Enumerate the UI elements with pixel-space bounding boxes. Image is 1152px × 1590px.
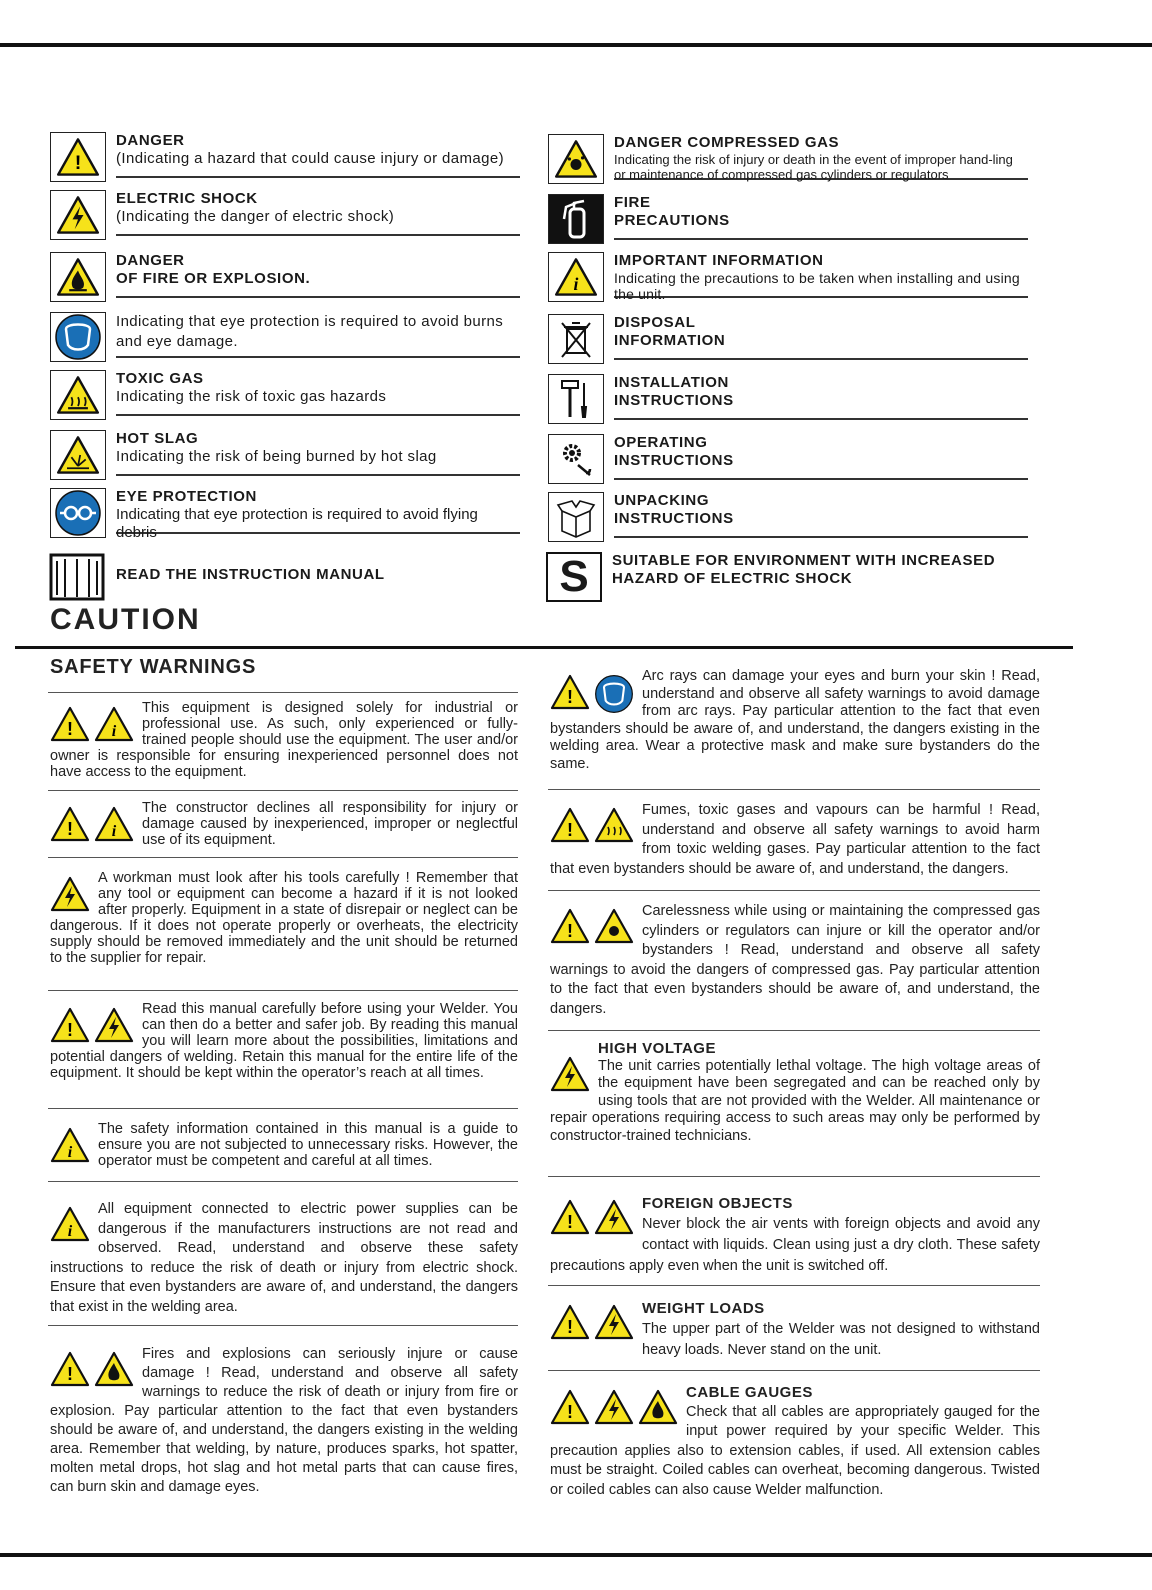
svg-text:!: ! (567, 1212, 573, 1232)
symbol-title: IMPORTANT INFORMATION (614, 252, 824, 269)
goggles-icon (50, 488, 106, 538)
warning-text: Fires and explosions can seriously injure or cause damage ! Read, understand and observe all safety warnings to reduce the risk of death or injury from fire or explosion. Pay particular attention to the fact that even bystanders should be aware of, and understand, the dangers existing in the welding area. Remember that welding, by nature, produces sparks, hot spatter, molten metal drops, hot slag and hot metal parts that can cause fires, can burn skin and damage eyes. (50, 1346, 518, 1495)
warning-electric-power (50, 1200, 518, 1317)
electric-shock-icon (594, 1199, 634, 1235)
warning-text: A workman must look after his tools carefully ! Remember that any tool or equipment can become a hazard if it is not looked after properly. Equipment in a state of disrepair or neglect can be dangerous. If it does not operate properly or overheats, the electricity supply should be removed immediately and the unit should be returned to the supplier for repair. (50, 870, 518, 966)
warning-text: Fumes, toxic gases and vapours can be harmful ! Read, understand and observe all safety warnings to avoid harm from toxic welding gases. Pay particular attention to the fact that even bystanders should be aware of, and understand, the dangers. (550, 802, 1040, 877)
svg-text:!: ! (67, 1020, 73, 1040)
face-shield-icon (594, 674, 634, 714)
symbol-desc: (Indicating a hazard that could cause injury or damage) (116, 150, 505, 167)
symbol-desc: OF FIRE OR EXPLOSION. (116, 270, 311, 287)
info-icon (50, 1127, 90, 1163)
warning-text: The safety information contained in this manual is a guide to ensure you are not subjected to unnecessary risks. However, the operator must be competent and careful at all times. (98, 1121, 518, 1169)
warning-tools (50, 870, 518, 966)
danger-icon (50, 706, 90, 742)
warning-text: Arc rays can damage your eyes and burn your skin ! Read, understand and observe all safety warnings to avoid damage from arc rays. Pay particular attention to the fact that even bystanders should be aware of, and understand, the dangers existing in the welding area. Wear a protective mask and make sure bystanders do the same. (550, 668, 1040, 772)
symbol-desc: (Indicating the danger of electric shock) (116, 208, 395, 225)
danger-icon (50, 1007, 90, 1043)
danger-icon (550, 1199, 590, 1235)
warning-read-manual (50, 1001, 518, 1081)
compressed-gas-icon (548, 134, 604, 184)
face-shield-icon (50, 312, 106, 362)
symbol-desc: Indicating that eye protection is required to avoid flying debris (116, 506, 478, 541)
symbol-row-danger (50, 132, 520, 182)
symbol-title: ELECTRIC SHOCK (116, 190, 258, 207)
extinguisher-icon (548, 194, 604, 244)
box-icon (548, 492, 604, 542)
fire-explosion-icon (50, 252, 106, 302)
symbol-desc: Indicating the precautions to be taken when installing and using the unit. (614, 270, 1020, 302)
danger-icon (50, 132, 106, 182)
symbol-row-disposal (548, 314, 1028, 364)
info-icon (94, 706, 134, 742)
caution-heading: CAUTION (50, 603, 201, 636)
danger-icon (550, 807, 590, 843)
symbol-desc: HAZARD OF ELECTRIC SHOCK (612, 570, 853, 587)
symbol-row-fire (50, 252, 520, 302)
svg-text:!: ! (567, 1402, 573, 1422)
svg-text:i: i (573, 274, 579, 295)
fire-explosion-icon (638, 1389, 678, 1425)
svg-text:!: ! (567, 820, 573, 840)
s-mark-icon: S (546, 552, 602, 602)
symbol-row-operating (548, 434, 1028, 484)
warning-weight-loads (550, 1298, 1040, 1361)
bin-crossed-icon (548, 314, 604, 364)
svg-text:!: ! (567, 687, 573, 707)
safety-warnings-heading: SAFETY WARNINGS (50, 656, 257, 678)
warning-fire-explosion (50, 1345, 518, 1497)
symbol-row-fire-precautions (548, 194, 1028, 244)
danger-icon (550, 1389, 590, 1425)
symbol-desc: INSTRUCTIONS (614, 452, 734, 469)
symbol-row-s-environment (546, 552, 1028, 602)
symbol-row-toxic (50, 370, 520, 420)
danger-icon (550, 908, 590, 944)
svg-text:!: ! (567, 921, 573, 941)
warning-text: Never block the air vents with foreign objects and avoid any contact with liquids. Clean using just a dry cloth. These safety precautions apply even when the unit is switched off. (550, 1216, 1040, 1274)
compressed-gas-icon (594, 908, 634, 944)
warning-fumes (550, 801, 1040, 879)
symbol-desc: Indicating the risk of toxic gas hazards (116, 388, 387, 405)
warning-text: This equipment is designed solely for industrial or professional use. As such, only experienced or fully-trained people should use the equipment. The user and/or owner is responsible for ensuring inexperienced personnel does not have access to the equipment. (50, 700, 518, 780)
svg-text:!: ! (67, 819, 73, 839)
symbol-row-important-info (548, 252, 1028, 302)
warning-heading: HIGH VOLTAGE (598, 1040, 716, 1057)
svg-text:!: ! (67, 1364, 73, 1384)
symbol-title: EYE PROTECTION (116, 488, 257, 505)
symbol-title: HOT SLAG (116, 430, 199, 447)
symbol-row-electric (50, 190, 520, 240)
electric-shock-icon (94, 1007, 134, 1043)
symbol-desc: Indicating the risk of injury or death in the event of improper hand-ling or maintenance of compressed gas cylinders or regulators (614, 152, 1013, 182)
symbol-desc: Indicating the risk of being burned by hot slag (116, 448, 437, 465)
symbol-title: FIRE (614, 194, 651, 211)
warning-heading: FOREIGN OBJECTS (642, 1195, 793, 1212)
symbol-row-eye-burns (50, 312, 520, 362)
svg-text:i: i (67, 1223, 73, 1240)
fire-explosion-icon (94, 1351, 134, 1387)
svg-text:i: i (111, 823, 117, 840)
electric-shock-icon (594, 1304, 634, 1340)
info-icon (50, 1206, 90, 1242)
symbol-row-eye-protection (50, 488, 520, 541)
warning-cable-gauges (550, 1383, 1040, 1500)
info-icon (94, 806, 134, 842)
warning-guide (50, 1121, 518, 1169)
warning-text: Carelessness while using or maintaining the compressed gas cylinders or regulators can injure or kill the operator and/or bystanders ! Read, understand and observe all safety warnings to avoid the dangers of compressed gas. Pay particular attention to the fact that even bystanders should be aware of, and understand, the dangers. (550, 903, 1040, 1017)
electric-shock-icon (594, 1389, 634, 1425)
symbol-desc: INSTRUCTIONS (614, 510, 734, 527)
toxic-gas-icon (50, 370, 106, 420)
symbol-desc: PRECAUTIONS (614, 212, 730, 229)
warning-foreign-objects (550, 1193, 1040, 1277)
svg-text:!: ! (74, 152, 82, 175)
svg-text:i: i (111, 723, 117, 740)
hammer-screwdriver-icon (548, 374, 604, 424)
symbol-title: INSTALLATION (614, 374, 729, 391)
warning-text: Read this manual carefully before using your Welder. You can then do a better and safer job. By reading this manual you will learn more about the possibilities, limitations and potential dangers of welding. Retain this manual for the entire life of the equipment. It should be kept within the operator’s reach at all times. (50, 1001, 518, 1081)
bottom-rule (0, 1553, 1152, 1557)
warning-industrial-use (50, 700, 518, 780)
symbol-row-slag (50, 430, 520, 480)
symbol-row-manual (48, 552, 518, 602)
toxic-gas-icon (594, 807, 634, 843)
symbol-title: DANGER COMPRESSED GAS (614, 134, 840, 151)
book-icon (48, 552, 106, 602)
symbol-title: DANGER (116, 252, 185, 269)
symbol-desc: Indicating that eye protection is required to avoid burns and eye damage. (116, 313, 504, 350)
symbol-title: OPERATING (614, 434, 708, 451)
symbol-row-installation (548, 374, 1028, 424)
symbol-title: UNPACKING (614, 492, 710, 509)
danger-icon (550, 674, 590, 710)
electric-shock-icon (50, 876, 90, 912)
symbol-desc: INSTRUCTIONS (614, 392, 734, 409)
electric-shock-icon (50, 190, 106, 240)
symbol-title: READ THE INSTRUCTION MANUAL (116, 566, 385, 583)
warning-heading: WEIGHT LOADS (642, 1300, 765, 1317)
symbol-row-unpacking (548, 492, 1028, 542)
symbol-row-compressed-gas (548, 134, 1028, 184)
symbol-title: SUITABLE FOR ENVIRONMENT WITH INCREASED (612, 552, 996, 569)
symbol-title: DISPOSAL (614, 314, 696, 331)
electric-shock-icon (550, 1056, 590, 1092)
symbol-title: DANGER (116, 132, 185, 149)
danger-icon (50, 806, 90, 842)
warning-arc-rays (550, 668, 1040, 773)
danger-icon (50, 1351, 90, 1387)
warning-text: The constructor declines all responsibility for injury or damage caused by inexperienced, improper or neglectful use of its equipment. (142, 800, 518, 848)
warning-compressed-gas (550, 902, 1040, 1019)
warning-heading: CABLE GAUGES (686, 1384, 813, 1401)
svg-text:!: ! (567, 1317, 573, 1337)
warning-text: Check that all cables are appropriately gauged for the input power required by your specific Welder. This precaution applies also to extension cables, if used. All extension cables must be straight. Coiled cables can overheat, becoming dangerous. Twisted or coiled cables can also cause Welder malfunction. (550, 1403, 1040, 1498)
svg-text:i: i (67, 1144, 73, 1161)
warning-text: The unit carries potentially lethal voltage. The high voltage areas of the equipment have been segregated and can be reached only by using tools that are not provided with the Welder. All maintenance or repair operations requiring access to such areas may only be performed by constructor-trained technicians. (550, 1057, 1040, 1144)
hot-slag-icon (50, 430, 106, 480)
warning-text: The upper part of the Welder was not designed to withstand heavy loads. Never stand on the unit. (642, 1321, 1040, 1358)
danger-icon (550, 1304, 590, 1340)
symbol-desc: INFORMATION (614, 332, 726, 349)
warning-responsibility (50, 800, 518, 848)
gears-icon (548, 434, 604, 484)
mid-rule (15, 646, 1073, 649)
warning-text: All equipment connected to electric power supplies can be dangerous if the manufacturers instructions are not read and observed. Read, understand and observe these safety instructions to reduce the risk of death or injury from electric shock. Ensure that even bystanders are aware of, and understand, the dangers that exist in the welding area. (50, 1201, 518, 1315)
warning-high-voltage (550, 1040, 1040, 1145)
symbol-title: TOXIC GAS (116, 370, 204, 387)
info-icon (548, 252, 604, 302)
svg-text:!: ! (67, 719, 73, 739)
top-rule (0, 43, 1152, 47)
